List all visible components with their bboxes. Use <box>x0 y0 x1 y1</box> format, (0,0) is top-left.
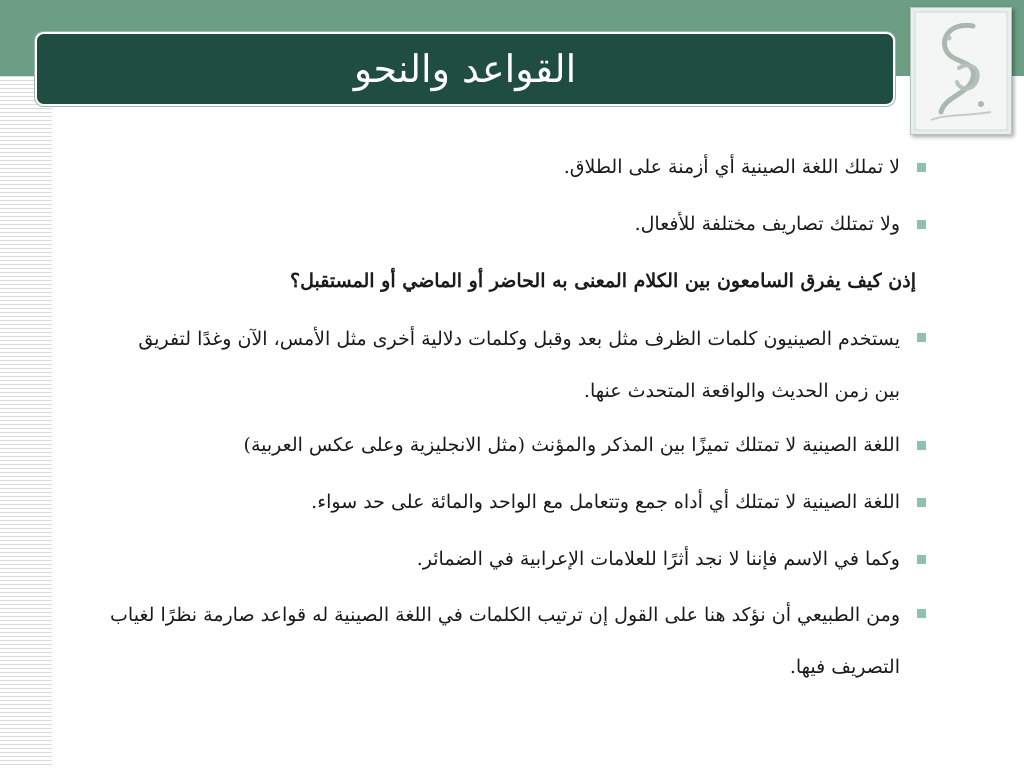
bullet-icon <box>917 441 926 450</box>
list-item: ولا تمتلك تصاريف مختلفة للأفعال. <box>110 209 930 239</box>
list-item: وكما في الاسم فإننا لا نجد أثرًا للعلامات الإعرابية في الضمائر. <box>110 544 930 574</box>
bullet-icon <box>917 555 926 564</box>
list-item: لا تملك اللغة الصينية أي أزمنة على الطلاق. <box>110 152 930 182</box>
bullet-icon <box>917 220 926 229</box>
list-item: يستخدم الصينيون كلمات الظرف مثل بعد وقبل وكلمات دلالية أخرى مثل الأمس، الآن وغدًا لتفريق بين زمن الحديث والواقعة المتحدث عنها. <box>110 313 930 417</box>
decorative-stripes <box>0 76 52 768</box>
bullet-icon <box>917 609 926 618</box>
bullet-icon <box>917 333 926 342</box>
title-bar <box>35 32 895 106</box>
bullet-icon <box>917 498 926 507</box>
slide-title: القواعد والنحو <box>353 47 577 91</box>
list-item: ومن الطبيعي أن نؤكد هنا على القول إن ترتيب الكلمات في اللغة الصينية له قواعد صارمة نظرًا لغياب التصريف فيها. <box>110 589 930 693</box>
bullet-icon <box>917 163 926 172</box>
content-list <box>110 152 930 720</box>
question-heading: إذن كيف يفرق السامعون بين الكلام المعنى به الحاضر أو الماضي أو المستقبل؟ <box>290 270 916 292</box>
list-item: اللغة الصينية لا تمتلك تميزًا بين المذكر والمؤنث (مثل الانجليزية وعلى عكس العربية) <box>110 430 930 460</box>
logo-graphic <box>911 8 1011 134</box>
calligraphy-logo-icon <box>910 7 1012 135</box>
list-item: اللغة الصينية لا تمتلك أي أداه جمع وتتعامل مع الواحد والمائة على حد سواء. <box>110 487 930 517</box>
